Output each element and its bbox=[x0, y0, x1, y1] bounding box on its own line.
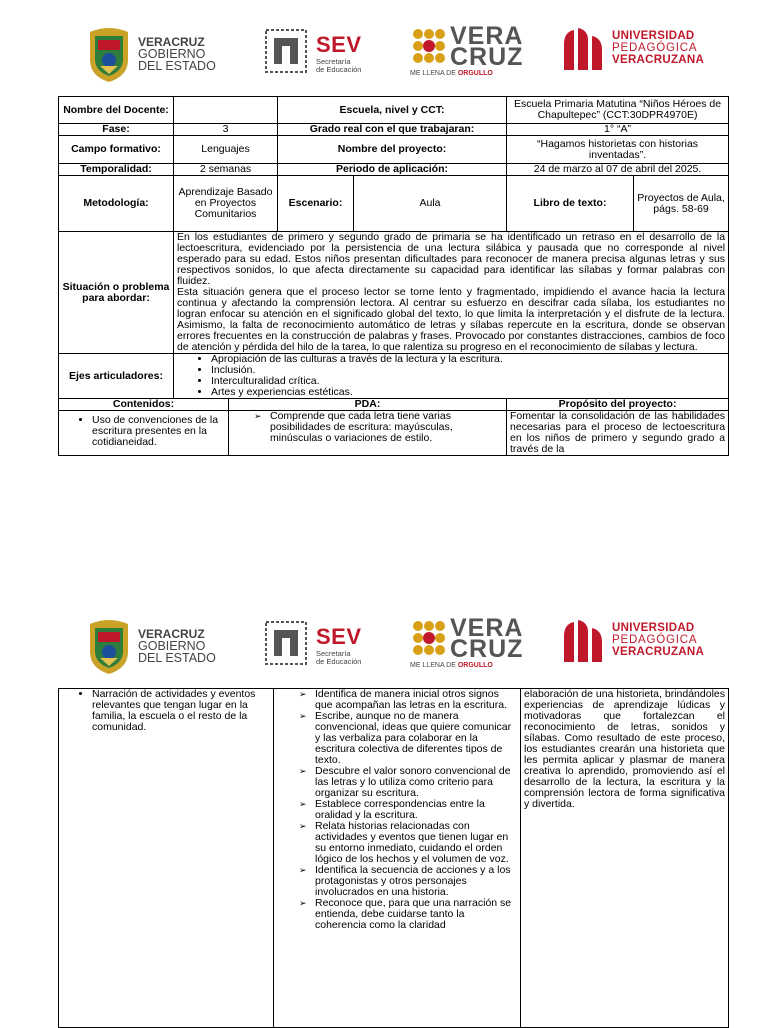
list-item: ➢ Descubre el valor sonoro convencional de las letras y lo utiliza como criterio para organizar su escritura. bbox=[315, 766, 517, 799]
upv-line1: UNIVERSIDAD bbox=[612, 30, 695, 42]
ejes-label: Ejes articuladores: bbox=[59, 354, 174, 399]
upv-line2: PEDAGÓGICA bbox=[612, 634, 698, 646]
ejes-list bbox=[177, 354, 725, 398]
gobierno-veracruz-logo bbox=[86, 26, 216, 88]
upv-line2: PEDAGÓGICA bbox=[612, 42, 698, 54]
upv-emblem-icon bbox=[560, 26, 606, 72]
situacion-paragraph-1: En los estudiantes de primero y segundo grado de primaria se ha identificado un retraso en el desarrollo de la lectoescritura, evidenciado por la persistencia de una lectura silábica y pausada que no corresponde al nivel esperado para su edad. Estos niños presentan dificultades para reconocer de manera precisa algunas letras y sus respectivos sonidos, lo que afecta directamente su capacidad para identificar las sílabas y formar palabras con fluidez. bbox=[177, 231, 726, 287]
grado-label: Grado real con el que trabajaran: bbox=[278, 124, 507, 136]
situacion-label: Situación o problema para abordar: bbox=[59, 232, 174, 354]
list-item: ➢ Reconoce que, para que una narración se entienda, debe cuidarse tanto la coherencia como la claridad bbox=[315, 898, 517, 931]
veracruz-brand-logo bbox=[410, 614, 524, 680]
upv-logo bbox=[560, 618, 710, 680]
contenido-cell-2 bbox=[59, 689, 274, 1028]
veracruz-brand-word1: VERA bbox=[450, 614, 524, 642]
fase-label: Fase: bbox=[59, 124, 174, 136]
list-item: ➢ Comprende que cada letra tiene varias posibilidades de escritura: mayúsculas, minúsculas o variaciones de estilo. bbox=[270, 411, 503, 444]
list-item: • Interculturalidad crítica. bbox=[211, 376, 725, 387]
contenidos-header: Contenidos: bbox=[59, 399, 229, 411]
libro-value: Proyectos de Aula, págs. 58-69 bbox=[634, 176, 729, 232]
proposito-text-2: elaboración de una historieta, brindándoles experiencias de aprendizaje lúdicas y motivadoras que fortalezcan el reconocimiento de letras, sonidos y sílabas. Como resultado de este proceso, los estudiantes crearán una historieta que les permita aplicar y plasmar de manera creativa lo aprendido, promoviendo así el desarrollo de la lectura, la escritura y la comprensión lectora de forma significativa y divertida. bbox=[521, 689, 729, 1028]
sev-subtitle-1: Secretaría bbox=[316, 57, 351, 66]
veracruz-brand-word2: CRUZ bbox=[450, 43, 524, 71]
veracruz-shield-icon bbox=[86, 618, 132, 676]
veracruz-brand-tagline: ME LLENA DE ORGULLO bbox=[410, 662, 493, 669]
sev-logo bbox=[264, 618, 384, 680]
escuela-label: Escuela, nivel y CCT: bbox=[278, 97, 507, 124]
veracruz-logo-line3: DEL ESTADO bbox=[138, 651, 216, 665]
libro-label: Libro de texto: bbox=[507, 176, 634, 232]
pda-header: PDA: bbox=[229, 399, 507, 411]
grado-value: 1° “A” bbox=[507, 124, 729, 136]
campo-value: Lenguajes bbox=[174, 136, 278, 164]
escenario-value: Aula bbox=[354, 176, 507, 232]
upv-line3: VERACRUZANA bbox=[612, 54, 705, 66]
list-item: ➢ Identifica la secuencia de acciones y a los protagonistas y otros personajes involucrados en una historia. bbox=[315, 865, 517, 898]
sev-title: SEV bbox=[316, 624, 362, 649]
nombre-docente-label: Nombre del Docente: bbox=[59, 97, 174, 124]
pda-cell-2 bbox=[274, 689, 521, 1028]
proyecto-label: Nombre del proyecto: bbox=[278, 136, 507, 164]
page-header bbox=[0, 22, 768, 88]
veracruz-logo-line2: GOBIERNO bbox=[138, 47, 206, 61]
pda-cell bbox=[229, 411, 507, 456]
escenario-label: Escenario: bbox=[278, 176, 354, 232]
proposito-text: Fomentar la consolidación de las habilidades necesarias para el proceso de lectoescritura en los niños de primero y segundo grado a través de la bbox=[507, 411, 729, 456]
sev-emblem-icon bbox=[264, 26, 308, 76]
gobierno-veracruz-logo bbox=[86, 618, 216, 680]
metodologia-value: Aprendizaje Basado en Proyectos Comunitarios bbox=[174, 176, 278, 232]
upv-line3: VERACRUZANA bbox=[612, 646, 705, 658]
veracruz-brand-tagline: ME LLENA DE ORGULLO bbox=[410, 70, 493, 77]
periodo-label: Periodo de aplicación: bbox=[278, 164, 507, 176]
page-header-2 bbox=[0, 614, 768, 680]
sev-emblem-icon bbox=[264, 618, 308, 668]
veracruz-brand-word2: CRUZ bbox=[450, 635, 524, 663]
pda-list bbox=[232, 411, 503, 444]
flower-pattern-icon bbox=[410, 26, 448, 66]
periodo-value: 24 de marzo al 07 de abril del 2025. bbox=[507, 164, 729, 176]
sev-logo bbox=[264, 26, 384, 88]
upv-logo bbox=[560, 26, 710, 88]
sev-subtitle-2: de Educación bbox=[316, 65, 362, 74]
proposito-header: Propósito del proyecto: bbox=[507, 399, 729, 411]
veracruz-logo-line1: VERACRUZ bbox=[138, 35, 205, 49]
temporalidad-value: 2 semanas bbox=[174, 164, 278, 176]
list-item: ➢ Identifica de manera inicial otros signos que acompañan las letras en la escritura. bbox=[315, 689, 517, 711]
list-item: ➢ Relata historias relacionadas con actividades y eventos que tienen lugar en su entorno inmediato, cuidando el orden lógico de los hechos y el volumen de voz. bbox=[315, 821, 517, 865]
contenido-list bbox=[62, 411, 225, 448]
veracruz-brand-word1: VERA bbox=[450, 22, 524, 50]
sev-subtitle-2: de Educación bbox=[316, 657, 362, 666]
pda-list-2 bbox=[277, 689, 517, 931]
contenido-list-2 bbox=[62, 689, 270, 733]
list-item: • Inclusión. bbox=[211, 365, 725, 376]
list-item: • Uso de convenciones de la escritura presentes en la cotidianeidad. bbox=[92, 415, 225, 448]
contenido-cell bbox=[59, 411, 229, 456]
temporalidad-label: Temporalidad: bbox=[59, 164, 174, 176]
ejes-list-cell bbox=[174, 354, 729, 399]
sev-title: SEV bbox=[316, 32, 362, 57]
veracruz-logo-line2: GOBIERNO bbox=[138, 639, 206, 653]
list-item: • Apropiación de las culturas a través de la lectura y la escritura. bbox=[211, 354, 725, 365]
situacion-text bbox=[174, 232, 729, 354]
upv-emblem-icon bbox=[560, 618, 606, 664]
upv-line1: UNIVERSIDAD bbox=[612, 622, 695, 634]
list-item: • Artes y experiencias estéticas. bbox=[211, 387, 725, 398]
veracruz-logo-line3: DEL ESTADO bbox=[138, 59, 216, 73]
list-item: ➢ Escribe, aunque no de manera convencional, ideas que quiere comunicar y las verbaliza para colaborar en la escritura colectiva de diferentes tipos de texto. bbox=[315, 711, 517, 766]
nombre-docente-value bbox=[174, 97, 278, 124]
sev-subtitle-1: Secretaría bbox=[316, 649, 351, 658]
veracruz-brand-logo bbox=[410, 22, 524, 88]
planning-table-top bbox=[58, 96, 729, 456]
planning-table-continued bbox=[58, 688, 729, 1028]
escuela-value: Escuela Primaria Matutina “Niños Héroes de Chapultepec” (CCT:30DPR4970E) bbox=[507, 97, 729, 124]
campo-label: Campo formativo: bbox=[59, 136, 174, 164]
proyecto-value: “Hagamos historietas con historias inventadas”. bbox=[507, 136, 729, 164]
list-item: • Narración de actividades y eventos relevantes que tengan lugar en la familia, la escuela o el resto de la comunidad. bbox=[92, 689, 270, 733]
flower-pattern-icon bbox=[410, 618, 448, 658]
situacion-paragraph-2: Esta situación genera que el proceso lector se torne lento y fragmentado, impidiendo el avance hacia la lectura continua y afectando la comprensión lectora. Al centrar su esfuerzo en descifrar cada sílaba, los estudiantes no logran enfocar su atención en el significado global del texto, lo que limita la interpretación y el disfrute de la lectura. Asimismo, la falta de reconocimiento automático de letras y sílabas repercute en la escritura, donde se observan errores frecuentes en la construcción de palabras y frases. Provocado por constantes distracciones, cambios de foco de atención y pérdida del hilo de la tarea, lo que ralentiza su progreso en el reconocimiento de sílabas y lectura. bbox=[177, 286, 726, 353]
metodologia-label: Metodología: bbox=[59, 176, 174, 232]
veracruz-logo-line1: VERACRUZ bbox=[138, 627, 205, 641]
fase-value: 3 bbox=[174, 124, 278, 136]
veracruz-shield-icon bbox=[86, 26, 132, 84]
list-item: ➢ Establece correspondencias entre la oralidad y la escritura. bbox=[315, 799, 517, 821]
